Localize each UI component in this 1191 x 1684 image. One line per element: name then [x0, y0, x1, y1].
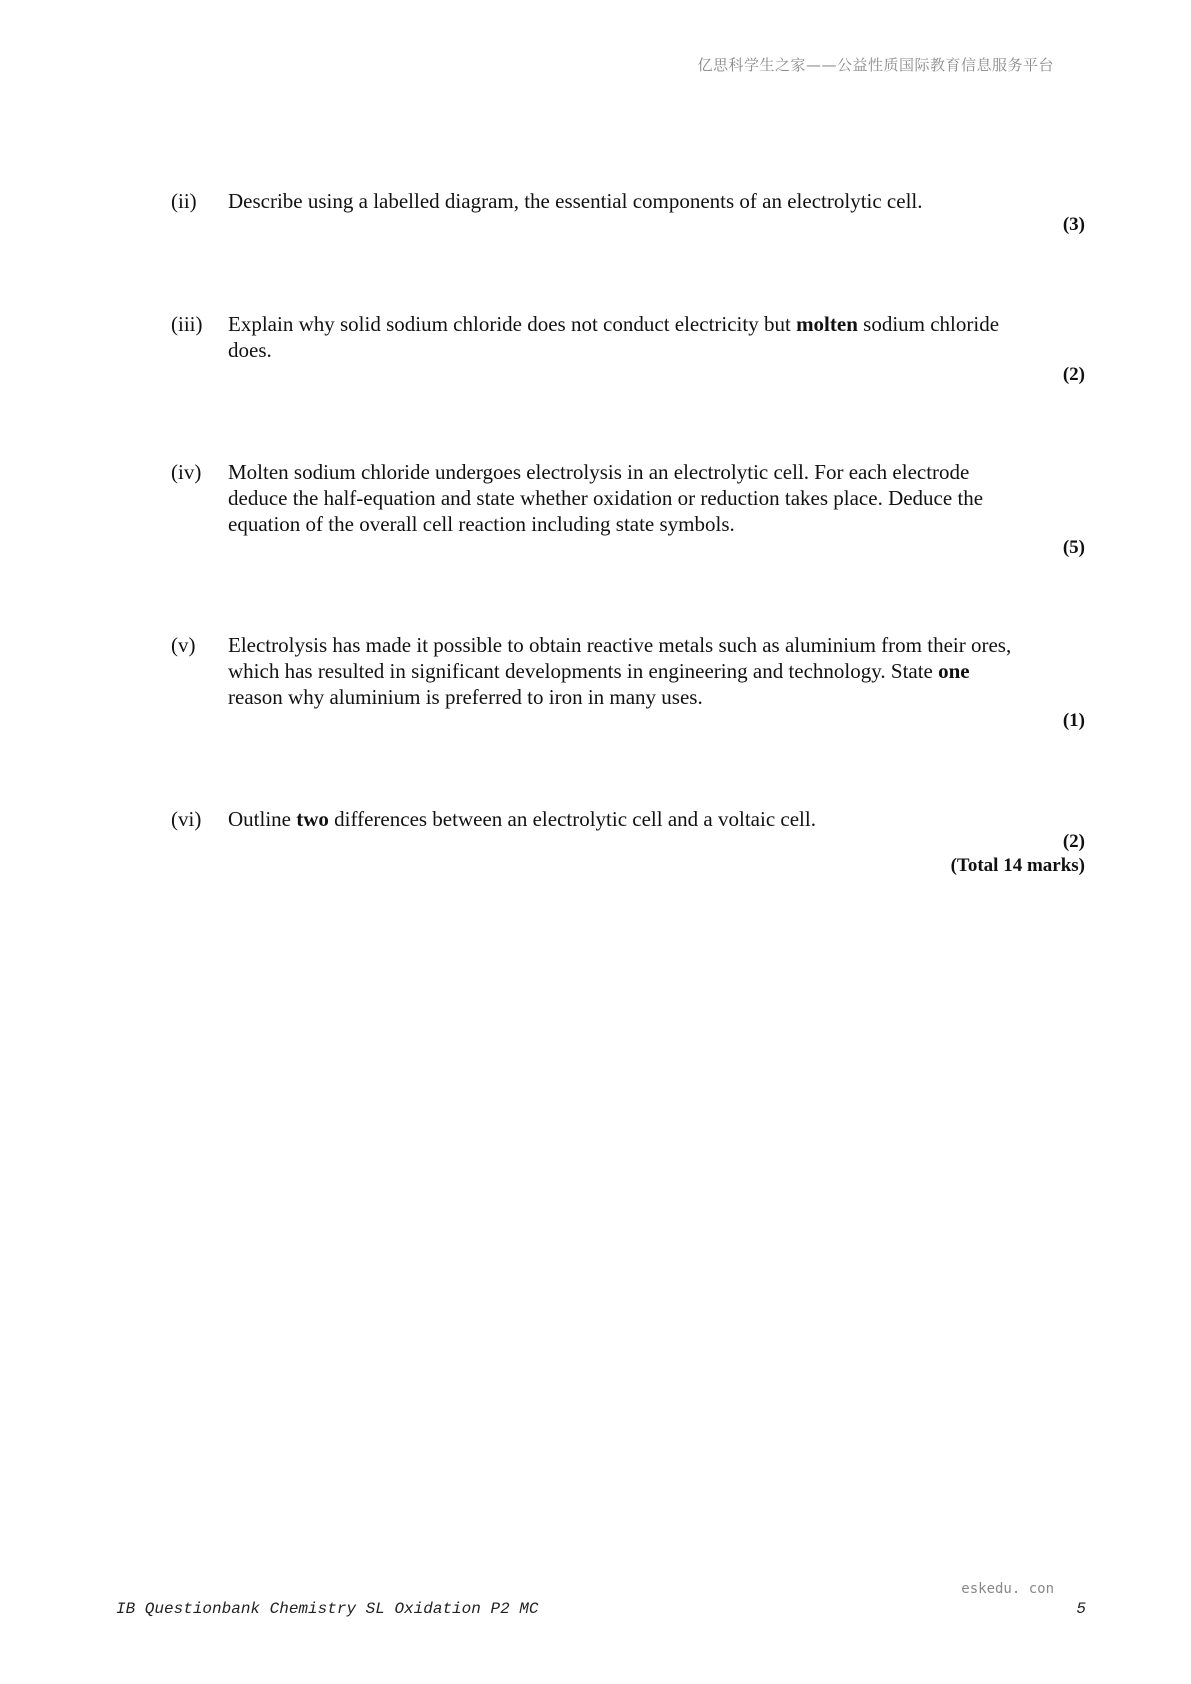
emphasis: two	[296, 807, 329, 831]
marks: (2)	[1062, 831, 1085, 852]
emphasis: molten	[796, 312, 858, 336]
header-watermark: 亿思科学生之家——公益性质国际教育信息服务平台	[697, 56, 1054, 74]
question-number: (v)	[171, 633, 196, 657]
question-text: Electrolysis has made it possible to obtain reactive metals such as aluminium from their ores, which has resulted in significant developments in engineering and technology. State one reason why aluminium is preferred to iron in many uses.	[228, 633, 1012, 709]
question-number: (vi)	[171, 807, 202, 831]
marks-block	[951, 830, 1085, 878]
total-marks: (Total 14 marks)	[950, 855, 1085, 876]
marks: (5)	[1062, 537, 1085, 558]
question-text: Molten sodium chloride undergoes electrolysis in an electrolytic cell. For each electrode deduce the half-equation and state whether oxidation or reduction takes place. Deduce the equation of the overall cell reaction including state symbols.	[228, 460, 984, 536]
question-text: Outline two differences between an electrolytic cell and a voltaic cell.	[228, 807, 816, 831]
marks: (1)	[1062, 710, 1085, 731]
question-text: Describe using a labelled diagram, the essential components of an electrolytic cell.	[228, 189, 923, 213]
footer-title: IB Questionbank Chemistry SL Oxidation P2 MC	[116, 1600, 539, 1618]
question-number: (iii)	[171, 312, 203, 336]
page-number: 5	[1076, 1600, 1086, 1618]
question-number: (ii)	[171, 189, 197, 213]
question-number: (iv)	[171, 460, 202, 484]
emphasis: one	[938, 659, 970, 683]
marks: (2)	[1062, 364, 1085, 385]
footer-site: eskedu. con	[961, 1581, 1054, 1597]
question-text: Explain why solid sodium chloride does not conduct electricity but molten sodium chloride does.	[228, 312, 1000, 362]
marks: (3)	[1062, 214, 1085, 235]
